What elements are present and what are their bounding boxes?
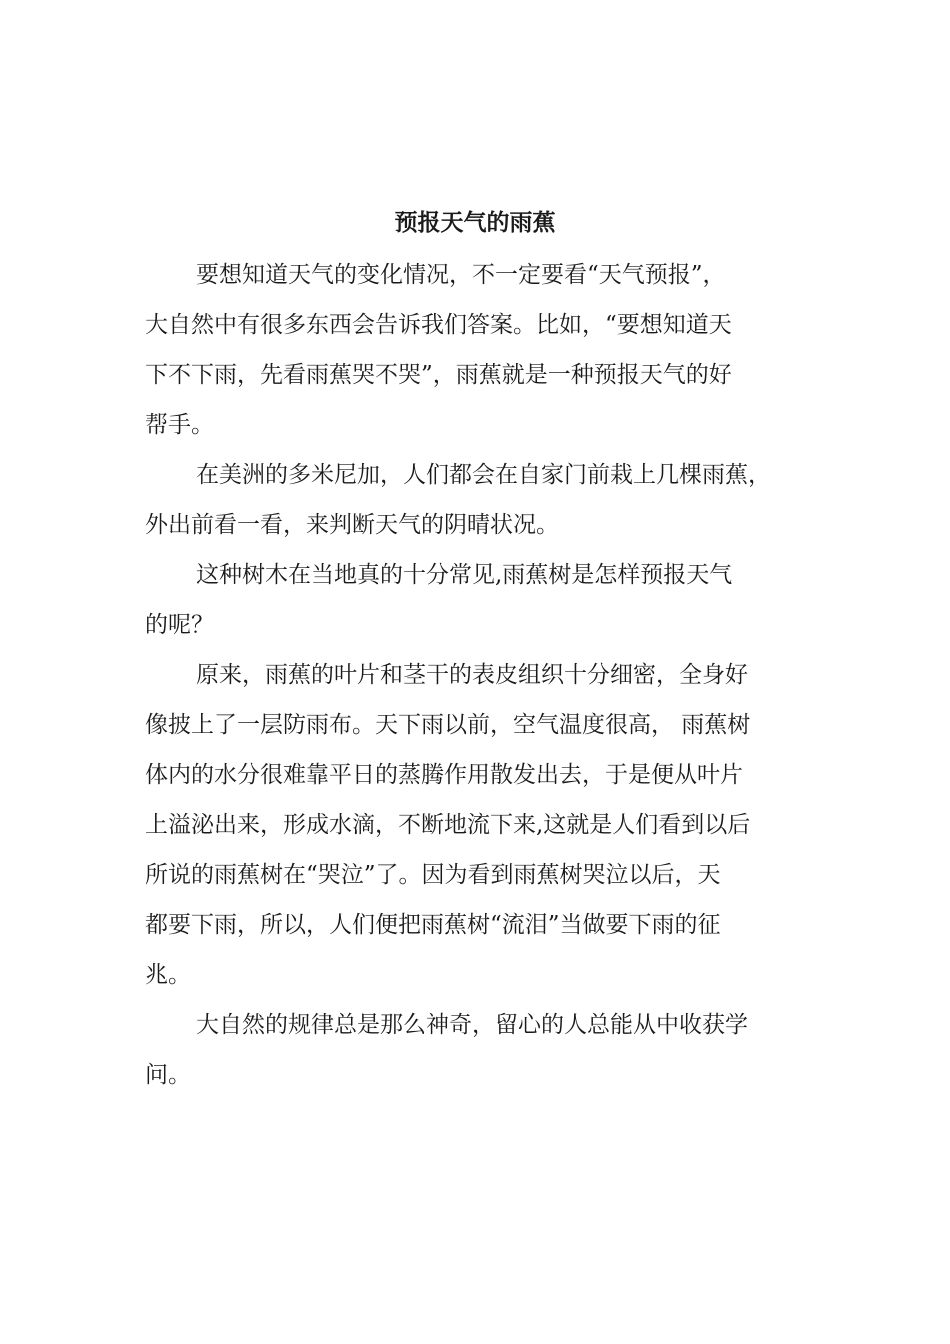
paragraph-2 xyxy=(145,450,820,550)
text-line: 原来，雨蕉的叶片和茎干的表皮组织十分细密，全身好 xyxy=(196,662,748,688)
text-line: 这种树木在当地真的十分常见,雨蕉树是怎样预报天气 xyxy=(196,562,733,588)
text-line: 下不下雨，先看雨蕉哭不哭”，雨蕉就是一种预报天气的好 xyxy=(145,362,732,388)
paragraph-5 xyxy=(145,1000,820,1100)
text-line: 兆。 xyxy=(145,962,191,988)
text-line: 上溢泌出来，形成水滴，不断地流下来,这就是人们看到以后 xyxy=(145,812,751,838)
paragraph-4 xyxy=(145,650,820,1000)
text-line: 大自然中有很多东西会告诉我们答案。比如，“要想知道天 xyxy=(145,312,732,338)
text-line: 都要下雨，所以，人们便把雨蕉树“流泪”当做要下雨的征 xyxy=(145,912,721,938)
text-line: 要想知道天气的变化情况，不一定要看“天气预报”， xyxy=(196,262,726,288)
text-line: 帮手。 xyxy=(145,412,214,438)
text-line: 在美洲的多米尼加，人们都会在自家门前栽上几棵雨蕉， xyxy=(196,462,771,488)
text-line: 像披上了一层防雨布。天下雨以前，空气温度很高， 雨蕉树 xyxy=(145,712,751,738)
text-line: 大自然的规律总是那么神奇，留心的人总能从中收获学 xyxy=(196,1012,748,1038)
text-line: 所说的雨蕉树在“哭泣”了。因为看到雨蕉树哭泣以后，天 xyxy=(145,862,721,888)
paragraph-3 xyxy=(145,550,820,650)
paragraph-1 xyxy=(145,250,820,450)
text-line: 问。 xyxy=(145,1062,191,1088)
text-line: 外出前看一看，来判断天气的阴晴状况。 xyxy=(145,512,559,538)
page-title: 预报天气的雨蕉 xyxy=(394,210,556,236)
text-line: 的呢？ xyxy=(145,612,214,638)
text-line: 体内的水分很难靠平日的蒸腾作用散发出去，于是便从叶片 xyxy=(145,762,743,788)
document-body xyxy=(145,250,820,1100)
